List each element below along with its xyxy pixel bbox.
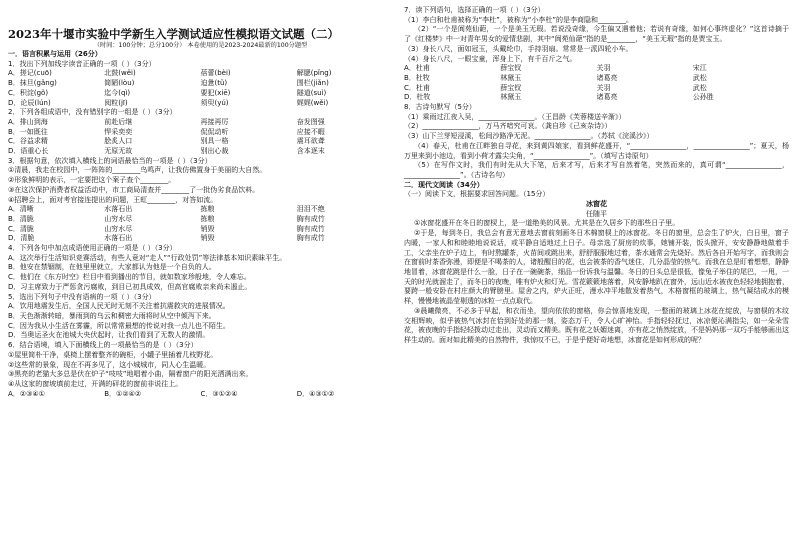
q7-sentence: （1）李白和杜甫被称为“李杜”，被称为“小李杜”的是李商隐和________。 [404,15,633,24]
opt: C．清脆 [8,224,34,233]
q8-item: （3）山下兰芽短浸溪，松间沙路净无泥。________________。（苏轼《浣溪沙》） [404,132,654,141]
opt: 须臾(yú) [200,98,229,107]
opt: 诸葛亮 [596,93,618,102]
opt: 武松 [692,83,707,92]
q8-item: （1）乘雨过江夜入吴，________________。（王昌龄《芙蓉楼送辛渐》） [404,112,626,121]
left-column [8,0,393,399]
q3-options [8,205,393,244]
opt: 奋发图强 [296,117,325,126]
opt: 泪泪不绝 [296,205,325,214]
opt: C．③①②④ [200,389,238,398]
opt: 关羽 [596,83,611,92]
opt: D．论辰(lún) [8,98,51,107]
q8-item: （5）在写作文时，我们有时先从大下笔，后来才写，后来才写自然着笔，突然而来的，真可谓“________________，________________”。（古诗名句） [404,161,789,179]
opt: 要犯(xiē) [200,88,231,97]
opt: 含本逐末 [296,147,325,156]
opt: 拣粮 [200,214,215,223]
reading-intro: （一）阅读下文，根据要求回答问题。（15分） [404,190,550,199]
opt: 山穷水尽 [104,224,133,233]
q3-sentence: ③在这次保护消费者权益活动中，市工商局清查并________了一批伪劣食品饮料。 [8,185,260,194]
q3-sentence: ②形象鲜明的表示，一定要把这个案子查个________。 [8,176,176,185]
opt: 再接再厉 [200,117,229,126]
question-7: 7．读下列语句，选择正确的一项（ ）（3分） [404,6,545,14]
opt: B．抹旦(gǎng) [8,79,57,88]
opt: 胸有成竹 [296,224,325,233]
q4-option: D．习主席致力于严惩贪污腐败，到目已初具成效，但高官腐败亲来尚未遏止。 [8,282,252,291]
question-8: 8．古诗句默写（5分） [404,103,476,112]
opt: A．搓记(cuō) [8,69,52,78]
opt: 公孙胜 [692,93,714,102]
opt: C．积淀(gǒ) [8,88,49,97]
opt: 山穷水尽 [104,214,133,223]
exam-title: 2023年十堰市实验中学新生入学测试适应性模拟语文试题（二） [8,27,340,41]
opt: 简陋(lòu) [104,79,135,88]
opt: D．清脆 [8,234,35,243]
opt: 水落石出 [104,205,133,214]
opt: D．杜牧 [404,93,431,102]
q6-options [8,390,393,400]
opt: 销毁 [200,224,215,233]
opt: 震耳欲聋 [296,137,325,146]
opt: 侃侃动听 [200,127,229,136]
opt: 林黛玉 [500,73,522,82]
q5-option: D．当奥运圣火在池城大央伏起时，让我们看到了无数人的激情。 [8,331,210,340]
q6-sentence: ①屋里简朴干净，桌椅上摆着整齐的碗柜，小罐子里插着几枝野花。 [8,350,218,359]
exam-meta: （时间：100分钟；总分100分） 本卷使用的是2023-2024最新的100分题型 [93,42,308,49]
q7-sentence: （3）身长八尺，面如冠玉，头戴纶巾，手持羽扇。常常是一派四轮小车。 [404,44,633,53]
q5-option: A．饮用地震发生后，全国人民无时无刻不关注着抗震救灾的进展情况。 [8,302,230,311]
opt: A．杜甫 [404,64,430,73]
opt: 迫惫(tǔ) [200,79,228,88]
q7-sentence: （4）身长八尺，一眼宝童，浑身上下，有千百斤之气。 [404,54,577,63]
opt: B．一如既往 [8,127,48,136]
opt: A．排山到海 [8,117,48,126]
opt: B．清脆 [8,214,34,223]
q4-option: B．他安在禁锢制，在他里里就立，大家都认为他是一个自负的人。 [8,263,216,272]
opt: 别具一格 [200,137,229,146]
opt: 诸葛亮 [596,73,618,82]
q4-option: C．他们在《东方时空》栏目中看到播出的节目，就如数家珍般地，令人难忘。 [8,273,251,282]
opt: 胸有成竹 [296,234,325,243]
q2-options [8,118,393,157]
opt: 蓓蕾(bèi) [200,69,231,78]
question-6: 6．结合语境，填入下面横线上的一项最恰当的是（ ）（3分） [8,341,198,350]
opt: B．①②④② [104,389,142,398]
opt: 北鼓(wěi) [104,69,136,78]
opt: 娓娓(wěi) [296,98,329,107]
opt: 脍炙人口 [104,137,133,146]
q6-sentence: ②这些常的景象，现在不再多见了，这小城城市，同人心生温暖。 [8,360,211,369]
opt: 应接不暇 [296,127,325,136]
q3-sentence: ④招聘会上，面对考官接连提出的问题，王虹________，对答如流。 [8,195,218,204]
question-4: 4．下列各句中加点成语使用正确的一项是（ ）（3分） [8,244,177,253]
essay-author: 任随平 [586,209,607,218]
opt: 拣粮 [200,205,215,214]
opt: 解腮(pǐng) [296,69,332,78]
opt: D．④③①② [296,389,335,398]
section-heading: 一．语言积累与运用（26分） [8,50,102,58]
essay-paragraph: ①冰窗花盛开在冬日的窗棂上，是一道绝美的风景。尤其是在久居乡下的那些日子里。 [414,219,680,228]
opt: 围栏(jiǎn) [296,79,329,88]
essay-paragraph: ②于是，每到冬日，我总会有意无意地去窗前刻画冬日木棉窗棂上的冰窗花。冬日的窗里，总会生了炉火，白日里，窗子内暖，一家人和和睦睦地说说话，或平静自适地过上日子。母亲选了厨房的炊事，她铺开装，饭头掀开，安安静静地做着手工，父亲坐在炉子边上，有时熬罐茶，火苗间或跳出来，舒舒服服地过着，茶水通常会先烧好。然后各自开始写字，而我则会在窗前时茶香弥漫，即便是不喝茶的人，诸般醒目的花，也会被茶的香气迷住，几分晶莹的热气。而我在总是盯着想想，静静地冒着，冰窗花跳是什么一脸，日子在一碗碗茶，细品一份诉我与温馨。冬日的日头总是很低，像兔子举住的尾巴，一甩，一天的时光就溜走了，而冬日的夜晚，唯有炉火和灯光。雪花簌簌地落着，风安静地趴在窗外，远山近水被夜色轻轻地拥抱着，要跨一般安卧在村庄颜大的臂膀里。屋舍之内，炉火正旺，漫水冲平地散发着热气，木格窗框的玻璃上，热气凝结成水的模样，慢慢地被晶莹剔透的冰粒一点点取代。 [404,229,789,306]
q4-option: A．这次举行生活知识竞赛活动，有些人竟对“走人”“行政处罚”等法律基本知识素昧平生。 [8,253,287,262]
question-2: 2．下列各组成语中，没有错别字的一组是（ ）（3分） [8,108,177,117]
opt: 前赴后继 [104,117,133,126]
opt: D．语重心长 [8,147,49,156]
essay-paragraph: ③晨曦微亮，不必多于早起，和衣而坐，望向依依的窗格，你会惊喜地发现，一整面的玻璃上冰花在绽放，与窗棂的木纹交相辉映，似乎被热气冰封在恰到好处的那一刻，姿态万千，令人心旷神怡。手指轻轻抚过，冰凉便沁满指尖，如一朵朵雪花，被夜晚的手指轻轻拨动过走出，灵动而又精美。既有花之妖媚迷离，亦有花之悄然绽放，不是妈妈那一双巧手能够画出这样生动的。面对如此精美的自然物件，我惊叹不已，于是乎便好奇地想，冰窗花是如何形成的呢？ [404,306,789,344]
opt: 无原无故 [104,147,133,156]
opt: 薛宝钗 [500,83,522,92]
q5-option: C．因为我从小生活在雾霾，所以常常最想的传说对我一点儿也不陌生。 [8,321,230,330]
opt: 阅粒(jī) [104,98,128,107]
opt: 胸有成竹 [296,214,325,223]
opt: 别出心裁 [200,147,229,156]
q5-option: B．天色渐渐转暗，暴雨到的乌云和稠密大雨将时从空中倾泻下来。 [8,311,216,320]
q7-sentence: （2）“一个是阆苑仙葩，一个是美玉无瑕。若说没奇缘，今生偏又遇着他；若说有奇缘，如何心事终虚化？”这首诗摘于了《红楼梦》中一对青年男女的爱情悲剧，其中“阆苑仙葩”指的是________，“美玉无瑕”指的是贾宝玉。 [404,25,789,44]
q3-sentence: ①清晨，我走在校园中，一阵阵的________鸟鸣声，让我仿佛置身于美丽的大自然。 [8,166,267,175]
q7-options [404,64,789,103]
q1-options [8,69,393,108]
question-1: 1．找出下列加线字读音正确的一项（ ）（3分） [8,59,156,68]
opt: C．杜甫 [404,83,430,92]
opt: A．②③④① [8,389,45,398]
opt: 武松 [692,73,707,82]
section-heading: 二．现代文阅读（34分） [404,180,484,189]
right-column [404,6,789,346]
opt: C．谷益求精 [8,137,48,146]
opt: 林黛玉 [500,93,522,102]
opt: 薛宝钗 [500,64,522,73]
opt: 宋江 [692,64,707,73]
question-5: 5．选出下列句子中没有语病的一项（ ）（3分） [8,292,156,301]
essay-title: 冰窗花 [586,200,607,209]
opt: A．清晰 [8,205,34,214]
q6-sentence: ④从这家的窗坡填前走过，开满的砰花的窗前非说往上。 [8,379,183,388]
opt: B．杜牧 [404,73,430,82]
q8-item: （2）________________，万马齐喑究可哀。（龚自珍《己亥杂诗》） [404,122,612,131]
opt: 悍采奕奕 [104,127,133,136]
opt: 销毁 [200,234,215,243]
q8-item: （4）春天，杜甫在江畔独自寻花，来到黄四娘家，看到鲜花盛开，“________________，________________”；夏天，杨万里来到小池边，看到小荷才露尖尖角，“________________”。（填写古诗原句） [404,141,789,160]
opt: 隧道(suì) [296,88,327,97]
question-3: 3．根据句意，依次填入横线上的词语最恰当的一项是（ ）（3分） [8,156,212,165]
opt: 水落石出 [104,234,133,243]
opt: 关羽 [596,64,611,73]
opt: 迄今(qì) [104,88,131,97]
q6-sentence: ③黑亮的老猫大多总是伏在炉子“吱吱”地唱着小曲，隔着窗户的阳光洒满出来。 [8,370,253,379]
